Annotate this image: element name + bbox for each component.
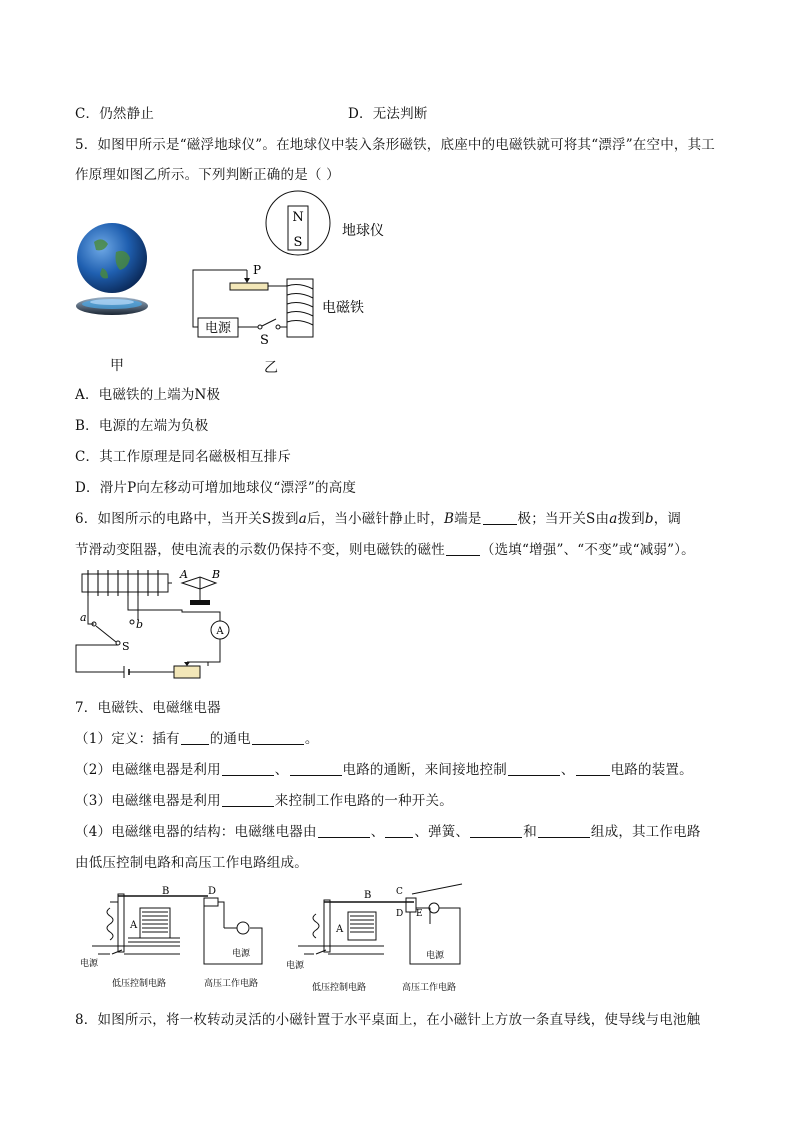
q7-blank-3[interactable] <box>222 763 274 776</box>
svg-text:B: B <box>212 568 221 581</box>
q7-blank-7[interactable] <box>222 794 274 807</box>
svg-text:电源: 电源 <box>426 951 445 961</box>
q7-relay-figure-2 <box>284 880 474 994</box>
svg-text:S: S <box>122 640 130 653</box>
q7-title: 7．电磁铁、电磁继电器 <box>75 700 221 716</box>
q6-rheostat <box>174 666 200 678</box>
var-b: b <box>644 511 654 527</box>
svg-text:高压工作电路: 高压工作电路 <box>402 983 457 993</box>
magnet-s-label: S <box>293 235 303 250</box>
q5-option-c: C．其工作原理是同名磁极相互排斥 <box>75 449 292 465</box>
rheostat <box>230 283 268 290</box>
q5-label-jia: 甲 <box>110 358 124 374</box>
svg-text:A: A <box>216 626 224 637</box>
svg-text:电源: 电源 <box>232 949 251 959</box>
q7-blank-11[interactable] <box>538 825 590 838</box>
q7-blank-9[interactable] <box>385 825 413 838</box>
svg-text:E: E <box>416 909 423 919</box>
svg-text:B: B <box>162 886 170 897</box>
svg-text:电源: 电源 <box>286 961 305 971</box>
q7-blank-2[interactable] <box>252 732 304 745</box>
q7-relay-figure-1 <box>80 884 280 994</box>
q6-circuit-figure <box>72 566 242 686</box>
svg-text:电源: 电源 <box>80 959 99 969</box>
svg-text:低压控制电路: 低压控制电路 <box>312 983 367 993</box>
q7-blank-8[interactable] <box>318 825 370 838</box>
magnet-n-label: N <box>292 210 304 225</box>
q7-part3: （3）电磁继电器是利用 来控制工作电路的一种开关。 <box>75 793 453 809</box>
svg-text:低压控制电路: 低压控制电路 <box>112 979 167 989</box>
svg-text:B: B <box>364 890 372 901</box>
q7-part4-line2: 由低压控制电路和高压工作电路组成。 <box>75 855 308 871</box>
svg-text:D: D <box>208 886 217 897</box>
q7-part2: （2）电磁继电器是利用 、 电路的通断，来间接地控制 、 电路的装置。 <box>75 762 693 778</box>
q4-option-d: D．无法判断 <box>348 106 428 122</box>
q5-option-d: D．滑片P向左移动可增加地球仪“漂浮”的高度 <box>75 480 357 496</box>
q5-option-a: A．电磁铁的上端为N极 <box>75 387 221 403</box>
electromagnet-label: 电磁铁 <box>322 300 364 316</box>
q7-blank-5[interactable] <box>508 763 560 776</box>
q6-blank-1[interactable] <box>483 512 517 525</box>
q7-part1: （1）定义：插有 的通电 。 <box>75 731 319 747</box>
svg-text:C: C <box>396 887 403 897</box>
var-B: B <box>444 511 455 527</box>
svg-text:b: b <box>136 618 144 631</box>
q5-stem-line1: 5．如图甲所示是“磁浮地球仪”。在地球仪中装入条形磁铁，底座中的电磁铁就可将其“漂浮”在空中，其工 <box>75 137 715 153</box>
q6-blank-2[interactable] <box>446 543 480 556</box>
q7-blank-10[interactable] <box>470 825 522 838</box>
svg-text:A: A <box>130 920 138 931</box>
svg-text:A: A <box>180 568 188 581</box>
q7-part4: （4）电磁继电器的结构：电磁继电器由 、 、弹簧、 和 组成，其工作电路 <box>75 824 701 840</box>
globe-label: 地球仪 <box>342 223 384 239</box>
svg-text:A: A <box>336 924 344 935</box>
svg-text:D: D <box>396 909 404 919</box>
q5-option-b: B．电源的左端为负极 <box>75 418 209 434</box>
q4-option-c: C．仍然静止 <box>75 106 155 122</box>
q7-blank-4[interactable] <box>290 763 342 776</box>
q5-label-yi: 乙 <box>264 360 278 376</box>
q5-figure-yi-circuit <box>180 188 410 358</box>
q8-stem: 8．如图所示，将一枚转动灵活的小磁针置于水平桌面上，在小磁针上方放一条直导线，使导线与电池触 <box>75 1012 701 1028</box>
switch-label: S <box>260 333 269 348</box>
q5-figure-jia-globe <box>72 222 152 322</box>
q7-blank-1[interactable] <box>181 732 209 745</box>
q6-electromagnet <box>82 574 168 592</box>
power-label: 电源 <box>204 321 232 336</box>
q6-stem-line1: 6．如图所示的电路中，当开关S拨到a后，当小磁针静止时，B端是 极；当开关S由a拨到b，调 <box>75 511 682 527</box>
q7-blank-6[interactable] <box>576 763 610 776</box>
var-a: a <box>298 511 307 527</box>
p-label: P <box>253 263 262 277</box>
svg-text:高压工作电路: 高压工作电路 <box>204 979 259 989</box>
q6-stem-line2: 节滑动变阻器，使电流表的示数仍保持不变，则电磁铁的磁性 （选填“增强”、“不变”或“减弱”）。 <box>75 542 695 558</box>
q5-stem-line2: 作原理如图乙所示。下列判断正确的是（ ） <box>75 167 340 183</box>
svg-text:a: a <box>80 611 87 624</box>
